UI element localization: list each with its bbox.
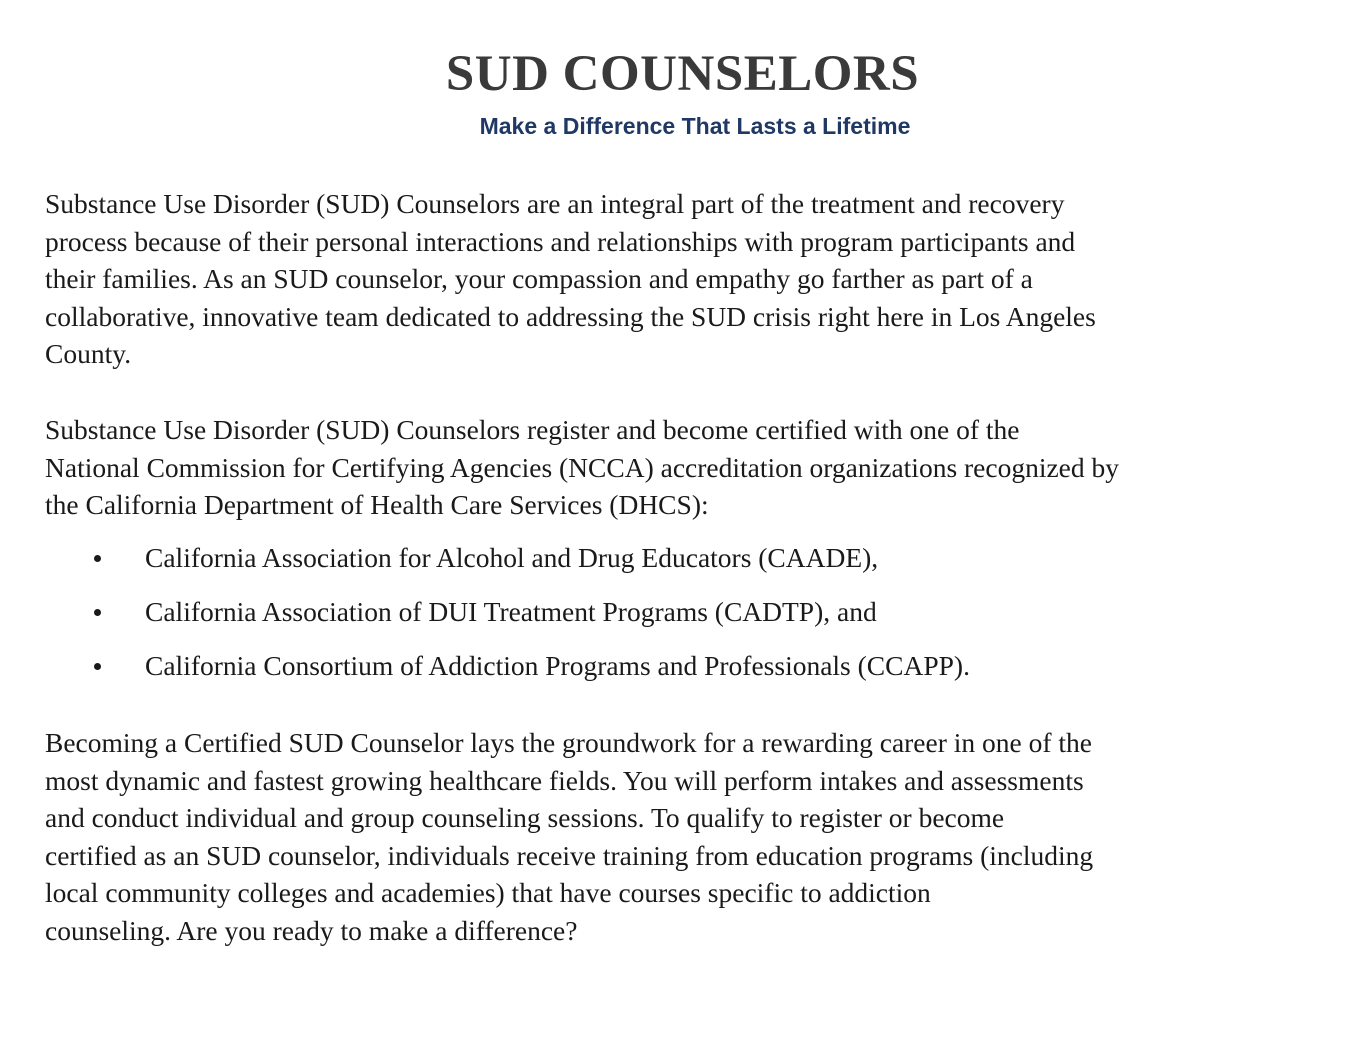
page-title: SUD COUNSELORS — [445, 46, 920, 102]
bullet-icon — [94, 663, 101, 670]
paragraph-line: County. — [45, 338, 132, 370]
paragraph-line: Substance Use Disorder (SUD) Counselors register and become certified with one of the — [45, 414, 1020, 445]
page-subtitle: Make a Difference That Lasts a Lifetime — [479, 113, 911, 139]
paragraph-line: local community colleges and academies) that have courses specific to addiction — [45, 877, 931, 909]
paragraph-line: the California Department of Health Care Services (DHCS): — [45, 489, 709, 521]
bullet-icon — [94, 555, 101, 562]
paragraph-line: process because of their personal interactions and relationships with program participants and — [45, 225, 1076, 257]
paragraph-line: Becoming a Certified SUD Counselor lays the groundwork for a rewarding career in one of the — [45, 727, 1092, 758]
list-item-text: California Association of DUI Treatment Programs (CADTP), and — [145, 596, 877, 627]
paragraph-line: counseling. Are you ready to make a difference? — [45, 914, 578, 946]
paragraph-line: most dynamic and fastest growing healthcare fields. You will perform intakes and assessments — [45, 764, 1084, 796]
list-item — [0, 646, 1365, 700]
paragraph-line: Substance Use Disorder (SUD) Counselors are an integral part of the treatment and recovery — [45, 188, 1065, 219]
bullet-icon — [94, 609, 101, 616]
paragraph-line: certified as an SUD counselor, individuals receive training from education programs (including — [45, 839, 1094, 871]
organization-list — [0, 538, 1365, 700]
paragraph-line: National Commission for Certifying Agencies (NCCA) accreditation organizations recognized by — [45, 451, 1120, 483]
career-paragraph — [45, 724, 1350, 950]
paragraph-line: collaborative, innovative team dedicated to addressing the SUD crisis right here in Los Angeles — [45, 300, 1096, 332]
list-item-text: California Association for Alcohol and Drug Educators (CAADE), — [145, 542, 879, 573]
certification-paragraph — [45, 411, 1350, 524]
list-item-text: California Consortium of Addiction Programs and Professionals (CCAPP). — [145, 650, 970, 681]
list-item — [0, 592, 1365, 646]
paragraph-line: their families. As an SUD counselor, your compassion and empathy go farther as part of a — [45, 263, 1033, 295]
paragraph-line: and conduct individual and group counseling sessions. To qualify to register or become — [45, 802, 1005, 834]
list-item — [0, 538, 1365, 592]
intro-paragraph — [45, 185, 1350, 373]
